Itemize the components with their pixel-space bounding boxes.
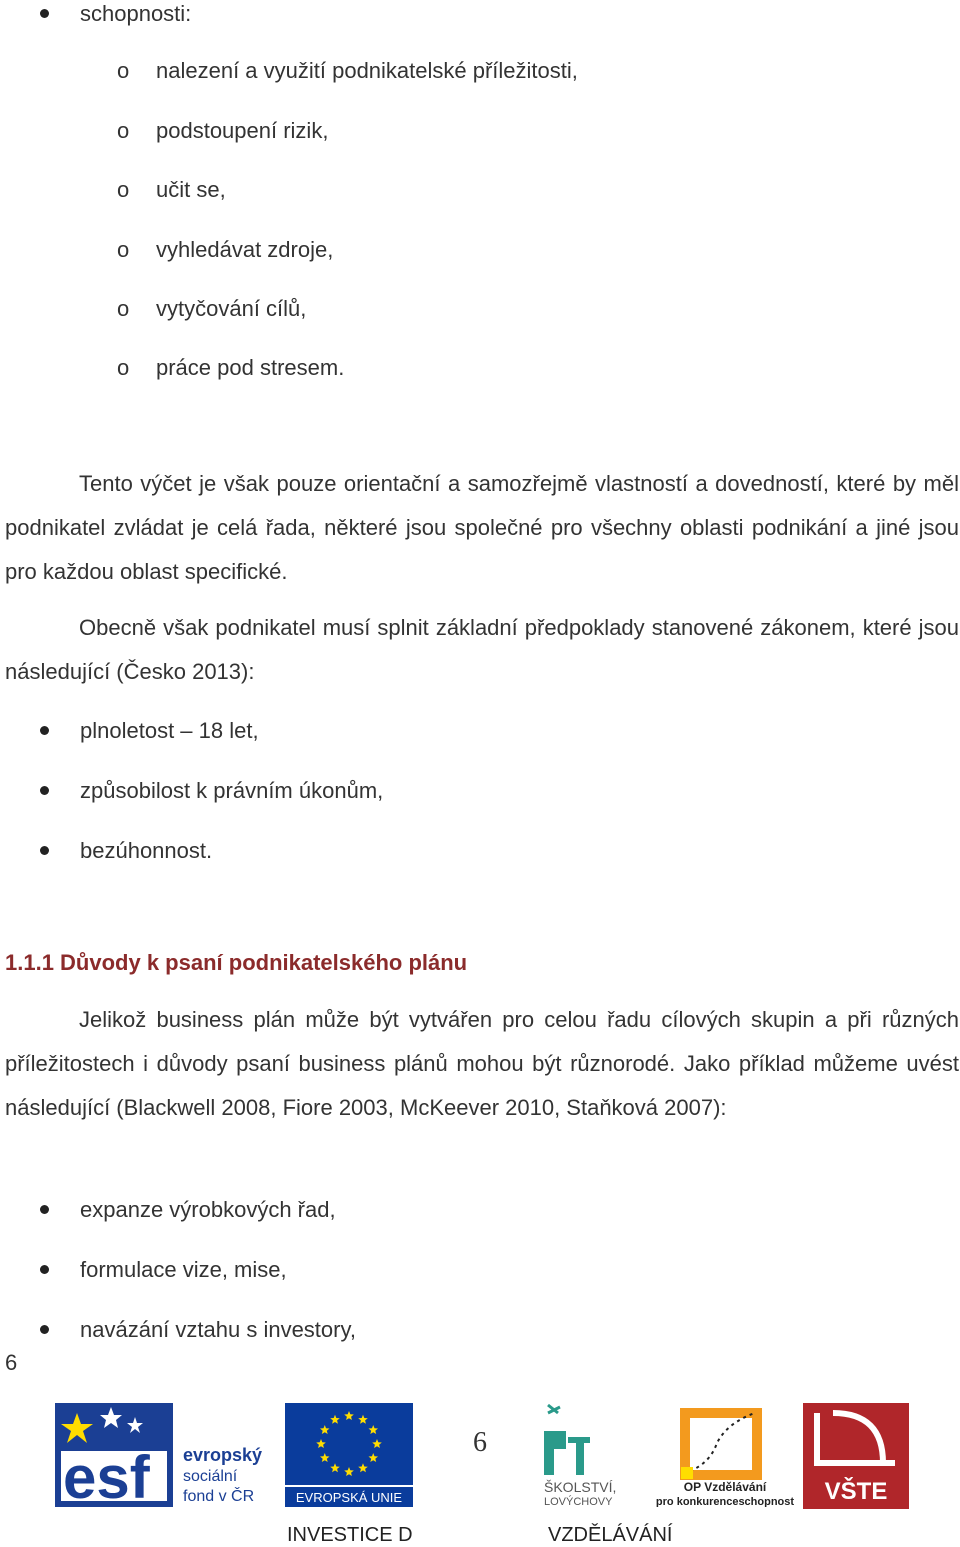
eu-logo bbox=[285, 1403, 413, 1507]
op-logo bbox=[655, 1403, 795, 1507]
page-number-center: 6 bbox=[473, 1427, 487, 1458]
bullet-dot bbox=[40, 1205, 49, 1214]
sub-list-item: vytyčování cílů, bbox=[156, 296, 307, 321]
esf-big-text: esf bbox=[63, 1444, 150, 1507]
list-item: bezúhonnost. bbox=[80, 838, 213, 863]
list-item: navázání vztahu s investory, bbox=[80, 1317, 356, 1342]
esf-line1: evropský bbox=[183, 1445, 263, 1465]
vste-label: VŠTE bbox=[824, 1478, 888, 1505]
op-badge: 2007-13 bbox=[752, 1431, 761, 1461]
bullet-dot bbox=[40, 1325, 49, 1334]
o-marker: o bbox=[117, 118, 130, 143]
msmt-logo-graphic bbox=[540, 1403, 655, 1507]
section-heading: 1.1.1 Důvody k psaní podnikatelského plánu bbox=[5, 950, 468, 975]
o-marker: o bbox=[117, 58, 130, 83]
esf-line3: fond v ČR bbox=[183, 1488, 255, 1505]
o-marker: o bbox=[117, 177, 130, 202]
vste-logo bbox=[803, 1403, 909, 1509]
op-line1: OP Vzdělávání bbox=[683, 1480, 767, 1494]
eu-flag-icon bbox=[285, 1403, 413, 1507]
esf-logo bbox=[55, 1403, 275, 1507]
op-line2: pro konkurenceschopnost bbox=[655, 1496, 795, 1507]
slogan-left: INVESTICE D bbox=[287, 1524, 413, 1546]
paragraph-3: Jelikož business plán může být vytvářen pro celou řadu cílových skupin a při různých příležitostech i důvody psaní business plánů mohou být různorodé. Jako příklad můžeme uvést následující (Blackwell 2008, Fiore 2003, McKeever 2010, Staňková 2007): bbox=[5, 1007, 959, 1120]
list-item: formulace vize, mise, bbox=[80, 1257, 287, 1282]
bullet-dot bbox=[40, 846, 49, 855]
list-item: způsobilost k právním úkonům, bbox=[80, 778, 384, 803]
vste-logo-graphic bbox=[803, 1403, 909, 1509]
msmt-line1: ŠKOLSTVÍ, bbox=[544, 1479, 617, 1495]
msmt-logo bbox=[540, 1403, 655, 1507]
sub-list-item: práce pod stresem. bbox=[156, 355, 345, 380]
sub-list-item: učit se, bbox=[156, 177, 226, 202]
sub-list-item: nalezení a využití podnikatelské příležitosti, bbox=[156, 58, 578, 83]
paragraph-2: Obecně však podnikatel musí splnit základní předpoklady stanovené zákonem, které jsou následující (Česko 2013): bbox=[5, 615, 959, 684]
list-heading: schopnosti: bbox=[80, 1, 192, 26]
sub-list-item: podstoupení rizik, bbox=[156, 118, 329, 143]
esf-line2: sociální bbox=[183, 1468, 238, 1485]
o-marker: o bbox=[117, 355, 130, 380]
sub-list-item: vyhledávat zdroje, bbox=[156, 237, 334, 262]
eu-label: EVROPSKÁ UNIE bbox=[295, 1490, 403, 1505]
op-logo-graphic bbox=[655, 1403, 795, 1507]
bullet-dot bbox=[40, 786, 49, 795]
list-item: plnoletost – 18 let, bbox=[80, 718, 259, 743]
esf-logo-graphic bbox=[55, 1403, 275, 1507]
bullet-dot bbox=[40, 1265, 49, 1274]
paragraph-1: Tento výčet je však pouze orientační a samozřejmě vlastností a dovedností, které by měl podnikatel zvládat je celá řada, některé jsou společné pro všechny oblasti podnikání a jiné jsou pro každou oblast specifické. bbox=[5, 471, 959, 584]
bullet-dot bbox=[40, 9, 49, 18]
page-number: 6 bbox=[5, 1350, 18, 1375]
list-item: expanze výrobkových řad, bbox=[80, 1197, 336, 1222]
o-marker: o bbox=[117, 296, 130, 321]
bullet-dot bbox=[40, 726, 49, 735]
o-marker: o bbox=[117, 237, 130, 262]
slogan-right: VZDĚLÁVÁNÍ bbox=[548, 1524, 673, 1546]
msmt-line2: LOVÝCHOVY bbox=[544, 1496, 613, 1507]
